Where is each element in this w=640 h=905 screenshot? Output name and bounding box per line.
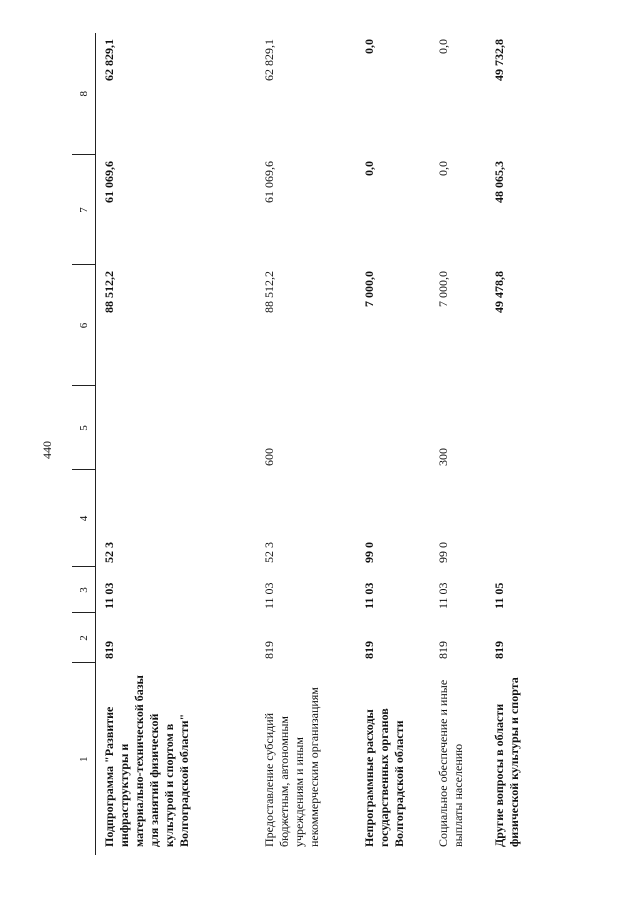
- row-expense-type: [96, 386, 257, 470]
- table-row: [486, 33, 566, 855]
- row-value-col7: 61 069,6: [102, 161, 116, 203]
- header-row: [72, 33, 96, 855]
- row-value-col8: 0,0: [362, 39, 376, 54]
- row-name: Непрограммные расходы государственных органов Волгоградской области: [362, 708, 406, 847]
- row-value-col6: 88 512,2: [262, 271, 276, 313]
- row-section-code: 11 03: [362, 582, 376, 609]
- row-expense-type: [486, 386, 566, 470]
- table-row: [356, 33, 430, 855]
- header-cell-2: 2: [72, 613, 96, 663]
- row-value-col8: 62 829,1: [102, 39, 116, 81]
- row-target-code: 52 3: [102, 542, 116, 563]
- row-section-code: 11 03: [262, 582, 276, 609]
- budget-table: [72, 33, 566, 855]
- row-ministry-code: 819: [262, 641, 276, 659]
- row-expense-type: 600: [262, 448, 276, 466]
- row-value-col6: 7 000,0: [362, 271, 376, 307]
- row-value-col7: 0,0: [436, 161, 450, 176]
- row-value-col8: 0,0: [436, 39, 450, 54]
- table-row: [430, 33, 486, 855]
- row-target-code: [486, 470, 566, 567]
- row-value-col8: 49 732,8: [492, 39, 506, 81]
- row-name: Социальное обеспечение и иные выплаты населению: [436, 679, 465, 847]
- row-section-code: 11 03: [436, 582, 450, 609]
- row-value-col7: 48 065,3: [492, 161, 506, 203]
- row-section-code: 11 05: [492, 582, 506, 609]
- header-cell-5: 5: [72, 386, 96, 470]
- row-value-col6: 49 478,8: [492, 271, 506, 313]
- row-ministry-code: 819: [492, 641, 506, 659]
- row-expense-type: 300: [436, 448, 450, 466]
- row-section-code: 11 03: [102, 582, 116, 609]
- row-value-col6: 7 000,0: [436, 271, 450, 307]
- row-value-col7: 61 069,6: [262, 161, 276, 203]
- row-ministry-code: 819: [362, 641, 376, 659]
- header-cell-7: 7: [72, 155, 96, 265]
- header-cell-3: 3: [72, 567, 96, 613]
- row-target-code: 52 3: [262, 542, 276, 563]
- header-cell-8: 8: [72, 33, 96, 155]
- row-value-col7: 0,0: [362, 161, 376, 176]
- row-ministry-code: 819: [436, 641, 450, 659]
- row-target-code: 99 0: [362, 542, 376, 563]
- row-ministry-code: 819: [102, 641, 116, 659]
- table-row: [96, 33, 257, 855]
- row-target-code: 99 0: [436, 542, 450, 563]
- row-expense-type: [356, 386, 430, 470]
- header-cell-1: 1: [72, 663, 96, 855]
- row-value-col6: 88 512,2: [102, 271, 116, 313]
- table-row: [256, 33, 356, 855]
- row-name: Предоставление субсидий бюджетным, автономным учреждениям и иным некоммерческим организациям: [262, 687, 321, 847]
- header-cell-6: 6: [72, 265, 96, 386]
- row-value-col8: 62 829,1: [262, 39, 276, 81]
- row-name: Подпрограмма "Развитие инфраструктуры и материально-технической базы для занятий физической культурой и спортом в Волгоградской области": [102, 675, 191, 847]
- header-cell-4: 4: [72, 470, 96, 567]
- row-name: Другие вопросы в области физической культуры и спорта: [492, 677, 521, 847]
- page-number: 440: [40, 441, 54, 459]
